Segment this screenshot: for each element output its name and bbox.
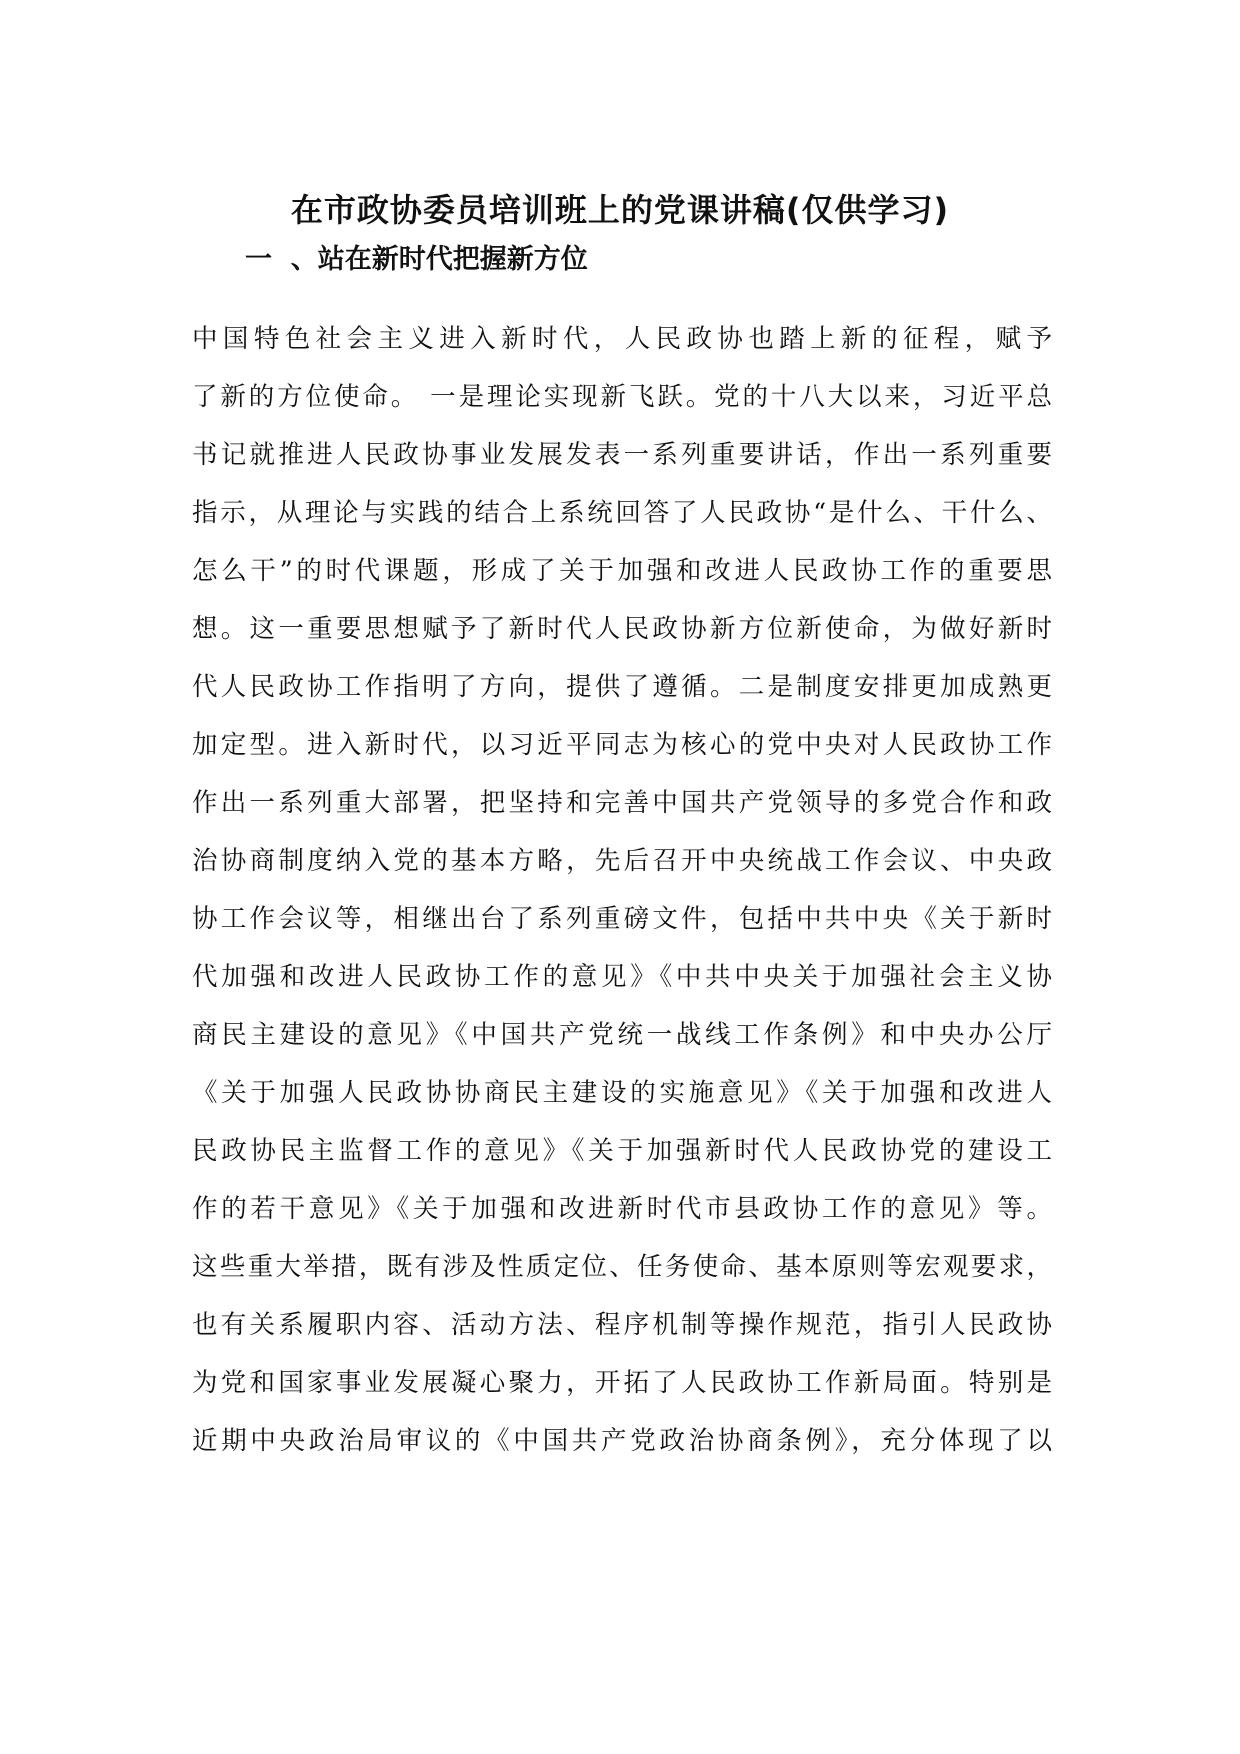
- text-line: 想。这一重要思想赋予了新时代人民政协新方位新使命，为做好新时: [192, 614, 1052, 644]
- text-line: 加定型。进入新时代，以习近平同志为核心的党中央对人民政协工作: [192, 730, 1052, 760]
- text-line: 这些重大举措，既有涉及性质定位、任务使命、基本原则等宏观要求，: [192, 1252, 1052, 1282]
- text-line: 商民主建设的意见》《中国共产党统一战线工作条例》和中央办公厅: [192, 1020, 1052, 1050]
- text-line: 作出一系列重大部署，把坚持和完善中国共产党领导的多党合作和政: [192, 788, 1052, 818]
- text-line: 协工作会议等，相继出台了系列重磅文件，包括中共中央《关于新时: [192, 904, 1052, 934]
- text-line: 近期中央政治局审议的《中国共产党政治协商条例》，充分体现了以: [192, 1426, 1052, 1456]
- text-line: 了新的方位使命。 一是理论实现新飞跃。党的十八大以来，习近平总: [192, 382, 1052, 412]
- text-line: 中国特色社会主义进入新时代，人民政协也踏上新的征程，赋予: [192, 324, 1052, 354]
- text-line: 指示，从理论与实践的结合上系统回答了人民政协“是什么、干什么、: [192, 498, 1052, 528]
- text-line: 作的若干意见》《关于加强和改进新时代市县政协工作的意见》等。: [192, 1194, 1052, 1224]
- text-line: 书记就推进人民政协事业发展发表一系列重要讲话，作出一系列重要: [192, 440, 1052, 470]
- text-line: 民政协民主监督工作的意见》《关于加强新时代人民政协党的建设工: [192, 1136, 1052, 1166]
- text-line: 怎么干”的时代课题，形成了关于加强和改进人民政协工作的重要思: [192, 556, 1052, 586]
- text-line: 《关于加强人民政协协商民主建设的实施意见》《关于加强和改进人: [192, 1078, 1052, 1108]
- text-line: 治协商制度纳入党的基本方略，先后召开中央统战工作会议、中央政: [192, 846, 1052, 876]
- text-line: 代人民政协工作指明了方向，提供了遵循。二是制度安排更加成熟更: [192, 672, 1052, 702]
- text-line: 为党和国家事业发展凝心聚力，开拓了人民政协工作新局面。特别是: [192, 1368, 1052, 1398]
- body-paragraph: [192, 310, 1052, 1470]
- document-title: 在市政协委员培训班上的党课讲稿(仅供学习): [290, 191, 950, 229]
- text-line: 也有关系履职内容、活动方法、程序机制等操作规范，指引人民政协: [192, 1310, 1052, 1340]
- text-line: 代加强和改进人民政协工作的意见》《中共中央关于加强社会主义协: [192, 962, 1052, 992]
- section-heading: 一 、站在新时代把握新方位: [245, 244, 588, 275]
